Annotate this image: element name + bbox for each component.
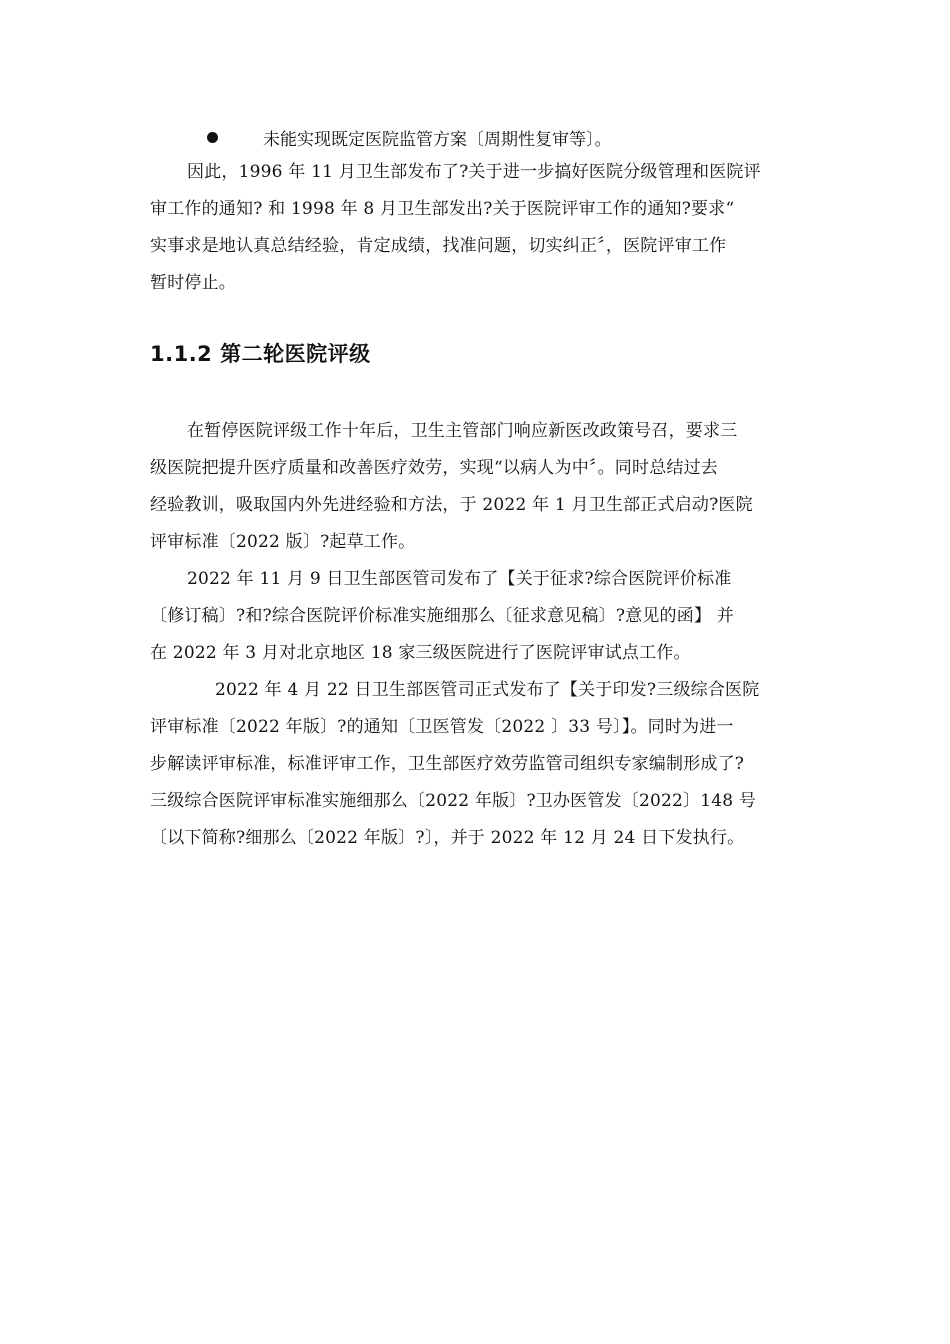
bullet-dot-icon (207, 132, 218, 143)
paragraph1-line: 审工作的通知? 和 1998 年 8 月卫生部发出?关于医院评审工作的通知?要求“ (150, 199, 735, 219)
paragraph4-line: 〔以下简称?细那么〔2022 年版〕?〕，并于 2022 年 12 月 24 日下发执行。 (150, 828, 745, 848)
paragraph4-line: 三级综合医院评审标准实施细那么〔2022 年版〕?卫办医管发〔2022〕148 号 (150, 791, 757, 811)
paragraph4-line: 评审标准〔2022 年版〕?的通知〔卫医管发〔2022 〕33 号〕】。同时为进一 (150, 717, 734, 737)
paragraph1-line: 因此，1996 年 11 月卫生部发布了?关于进一步搞好医院分级管理和医院评 (187, 162, 761, 182)
bullet-text: 未能实现既定医院监管方案〔周期性复审等〕。 (263, 129, 612, 150)
paragraph2-line: 级医院把提升医疗质量和改善医疗效劳，实现“以病人为中〞。同时总结过去 (150, 458, 718, 478)
bullet-item (207, 122, 612, 152)
paragraph3-line: 在 2022 年 3 月对北京地区 18 家三级医院进行了医院评审试点工作。 (150, 643, 691, 663)
paragraph2-line: 经验教训，吸取国内外先进经验和方法，于 2022 年 1 月卫生部正式启动?医院 (150, 495, 753, 515)
paragraph4-line: 步解读评审标准，标准评审工作，卫生部医疗效劳监管司组织专家编制形成了? (150, 754, 745, 774)
section-heading: 1.1.2 第二轮医院评级 (150, 342, 371, 366)
paragraph3-line: 2022 年 11 月 9 日卫生部医管司发布了【关于征求?综合医院评价标准 (187, 569, 732, 589)
paragraph2-line: 评审标准〔2022 版〕?起草工作。 (150, 532, 416, 552)
paragraph3-line: 〔修订稿〕?和?综合医院评价标准实施细那么〔征求意见稿〕?意见的函】 并 (150, 606, 734, 626)
paragraph1-line: 实事求是地认真总结经验，肯定成绩，找准问题，切实纠正〞，医院评审工作 (150, 236, 727, 256)
paragraph2-line: 在暂停医院评级工作十年后，卫生主管部门响应新医改政策号召，要求三 (187, 421, 738, 441)
paragraph4-line: 2022 年 4 月 22 日卫生部医管司正式发布了【关于印发?三级综合医院 (215, 680, 760, 700)
paragraph1-line: 暂时停止。 (150, 273, 236, 293)
